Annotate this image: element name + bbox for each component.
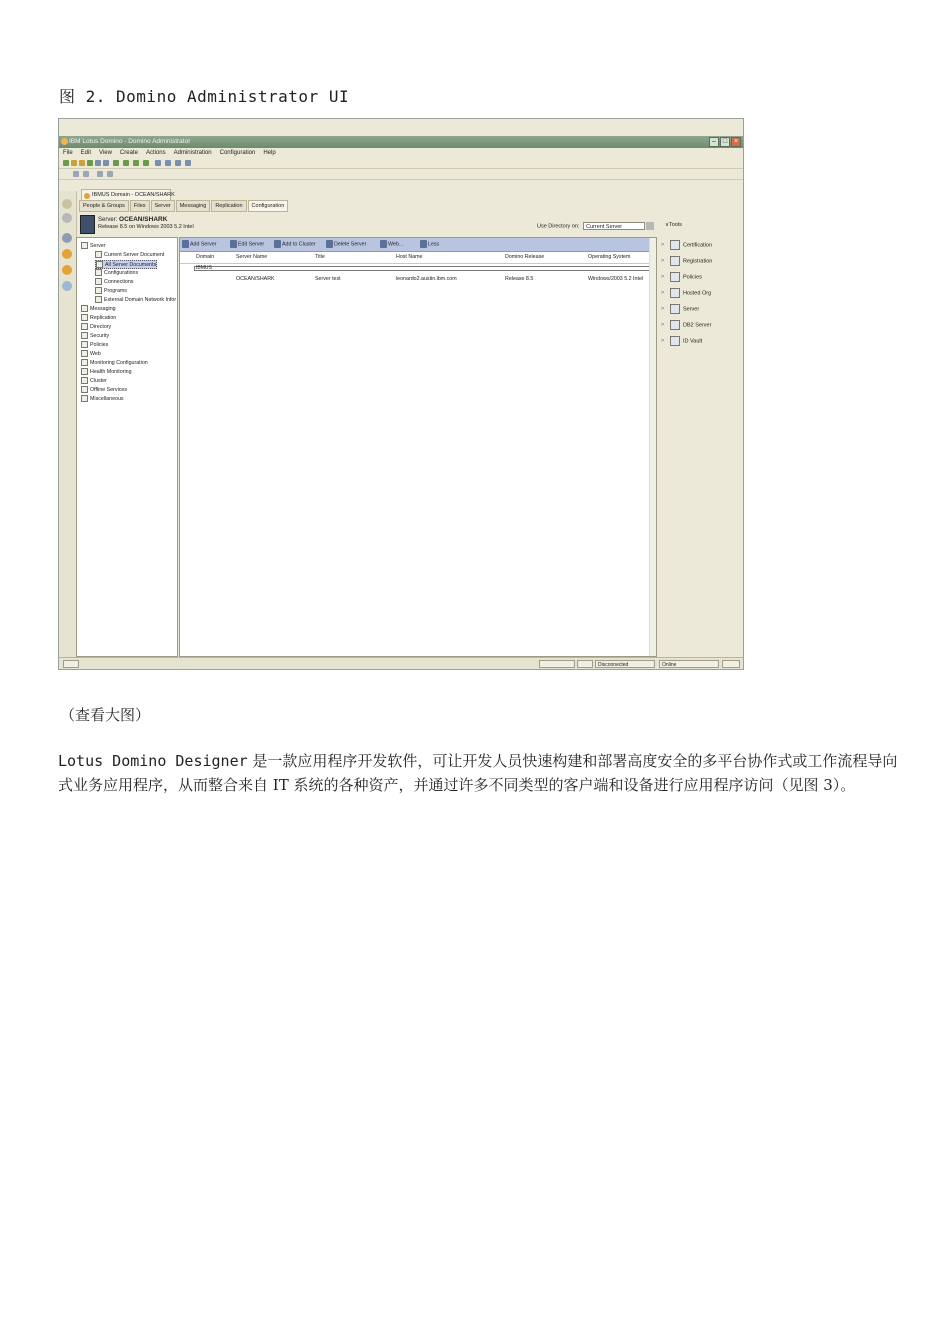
tool-icon[interactable] — [113, 160, 119, 166]
action-icon — [230, 240, 237, 248]
category-label: IBMUS — [196, 265, 212, 271]
action-icon — [326, 240, 333, 248]
chevron-right-icon: > — [661, 242, 665, 249]
tool-icon[interactable] — [133, 160, 139, 166]
bookmark-icon[interactable] — [62, 249, 72, 259]
action-label: Less — [428, 241, 440, 248]
folder-icon — [81, 341, 88, 348]
tools-header[interactable]: ∨Tools — [665, 222, 682, 228]
tool-icon[interactable] — [123, 160, 129, 166]
tree-item-label: External Domain Network Infor — [104, 296, 177, 303]
server-icon — [80, 215, 95, 234]
tool-label: Hosted Org — [683, 290, 712, 297]
bookmark-bar — [59, 191, 77, 661]
chevron-right-icon: > — [661, 258, 665, 265]
tab-people-groups[interactable]: People & Groups — [79, 200, 129, 212]
tree-item[interactable] — [81, 386, 127, 393]
action-bar — [180, 238, 656, 252]
tree-item[interactable] — [81, 242, 106, 249]
action-label: Delete Server — [334, 241, 367, 248]
tool-icon[interactable] — [63, 160, 69, 166]
tree-item[interactable] — [81, 368, 132, 375]
tool-icon — [670, 320, 680, 330]
server-view — [179, 237, 657, 657]
tree-item-label: Configurations — [104, 269, 139, 276]
folder-icon — [81, 305, 88, 312]
tool-label: Registration — [683, 258, 713, 265]
tab-replication[interactable]: Replication — [211, 200, 246, 212]
tab-configuration[interactable]: Configuration — [248, 200, 289, 212]
use-directory-select[interactable]: Current Server — [583, 222, 645, 230]
tool-icon — [670, 240, 680, 250]
action-icon — [274, 240, 281, 248]
domain-tab[interactable]: IBMUS Domain - OCEAN/SHARK — [81, 189, 171, 200]
toolbar-secondary — [59, 169, 743, 180]
document-icon — [95, 251, 102, 258]
menu-edit[interactable]: Edit — [80, 150, 92, 156]
tree-item[interactable] — [95, 296, 176, 303]
status-segment[interactable] — [63, 660, 79, 668]
tree-item-label: Health Monitoring — [90, 368, 132, 375]
folder-icon — [81, 368, 88, 375]
tool-item[interactable] — [661, 240, 712, 250]
folder-icon — [81, 350, 88, 357]
tab-server[interactable]: Server — [151, 200, 175, 212]
tool-item[interactable] — [661, 256, 712, 266]
navigation-tree — [76, 237, 178, 657]
menu-create[interactable]: Create — [119, 150, 138, 156]
tool-label: Server — [683, 306, 700, 313]
close-icon[interactable]: × — [731, 137, 741, 147]
cell-host: leonardo2.austin.ibm.com — [396, 276, 457, 282]
product-name: Lotus Domino Designer — [58, 752, 248, 770]
back-icon[interactable] — [73, 171, 79, 177]
figure-caption: 图 2. Domino Administrator UI — [59, 87, 350, 106]
action-icon — [420, 240, 427, 248]
bookmark-icon[interactable] — [62, 265, 72, 275]
table-row[interactable] — [180, 276, 656, 284]
window-title: IBM Lotus Domino - Domino Administrator — [69, 138, 191, 145]
tool-icon[interactable] — [103, 160, 109, 166]
menu-bar — [59, 148, 743, 158]
toolbar-main — [59, 158, 743, 169]
status-bar — [59, 657, 743, 670]
folder-icon — [81, 377, 88, 384]
lotus-logo-icon — [61, 138, 68, 145]
tree-item-label: Current Server Document — [104, 251, 165, 258]
tool-icon[interactable] — [71, 160, 77, 166]
tool-label: Policies — [683, 274, 702, 281]
tree-item[interactable] — [95, 251, 164, 258]
tool-item[interactable] — [661, 320, 711, 330]
tool-item[interactable] — [661, 288, 711, 298]
cell-title: Server test — [315, 276, 341, 282]
tree-item-label: Policies — [90, 341, 109, 348]
paragraph-text: 是一款应用程序开发软件，可让开发人员快速构建和部署高度安全的多平台协作式或工作流程导向式业务应用程序，从而整合来自 IT 系统的各种资产，并通过许多不同类型的客户端和设备进行应用程序访问（见图 3）。 — [58, 752, 898, 794]
tree-item-label: Offline Services — [90, 386, 127, 393]
document-icon — [95, 296, 102, 303]
tab-messaging[interactable]: Messaging — [176, 200, 211, 212]
tool-item[interactable] — [661, 304, 699, 314]
column-header-0[interactable]: Domain — [196, 254, 215, 260]
tree-item[interactable] — [95, 287, 127, 294]
tool-label: Certification — [683, 242, 713, 249]
bookmark-icon[interactable] — [62, 213, 72, 223]
domain-icon — [84, 193, 90, 199]
menu-file[interactable]: File — [63, 150, 73, 156]
action-label: Add Server — [190, 241, 217, 248]
column-header-1[interactable]: Server Name — [236, 254, 268, 260]
bookmark-icon[interactable] — [62, 199, 72, 209]
menu-help[interactable]: Help — [263, 150, 276, 156]
tree-item-label: Replication — [90, 314, 117, 321]
maximize-icon[interactable]: □ — [720, 137, 730, 147]
tree-item[interactable] — [81, 350, 101, 357]
column-header-2[interactable]: Title — [315, 254, 325, 260]
cell-os: Windows/2003 5.2 Intel — [588, 276, 644, 282]
domino-admin-screenshot — [58, 118, 744, 670]
action-label: Web... — [388, 241, 404, 248]
column-header-5[interactable]: Operating System — [588, 254, 631, 260]
tree-item-label: Monitoring Configuration — [90, 359, 148, 366]
tree-item[interactable] — [81, 395, 124, 402]
tree-item[interactable] — [95, 260, 157, 269]
tab-files[interactable]: Files — [130, 200, 150, 212]
view-large-link[interactable]: （查看大图） — [60, 706, 151, 724]
chevron-right-icon: > — [661, 274, 665, 281]
tree-item[interactable] — [95, 269, 138, 276]
admin-tabs — [79, 200, 288, 212]
tree-item-label: Connections — [104, 278, 134, 285]
tool-label: DB2 Server — [683, 322, 712, 329]
tool-icon[interactable] — [87, 160, 93, 166]
tool-icon[interactable] — [185, 160, 191, 166]
tool-icon[interactable] — [79, 160, 85, 166]
document-icon — [95, 269, 102, 276]
document-icon — [95, 287, 102, 294]
tools-pane — [657, 237, 743, 657]
tool-label: ID Vault — [683, 338, 703, 345]
action-button[interactable] — [182, 240, 217, 248]
home-icon[interactable] — [107, 171, 113, 177]
tool-item[interactable] — [661, 272, 702, 282]
folder-icon — [81, 314, 88, 321]
category-row[interactable] — [194, 266, 656, 271]
status-online[interactable]: Online — [659, 660, 719, 668]
tree-item-label: Security — [90, 332, 110, 339]
menu-configuration[interactable]: Configuration — [219, 150, 256, 156]
server-name: OCEAN/SHARK — [119, 216, 168, 223]
action-button[interactable] — [326, 240, 366, 248]
tree-item[interactable] — [81, 323, 111, 330]
tool-icon — [670, 256, 680, 266]
tree-item-label: Miscellaneous — [90, 395, 124, 402]
tree-item[interactable] — [81, 332, 109, 339]
folder-icon — [81, 242, 88, 249]
tool-item[interactable] — [661, 336, 702, 346]
tree-item-label: All Server Documents — [105, 261, 157, 268]
refresh-icon[interactable] — [97, 171, 103, 177]
tree-item-label: Programs — [104, 287, 127, 294]
menu-view[interactable]: View — [99, 150, 112, 156]
folder-icon — [81, 323, 88, 330]
tool-icon[interactable] — [155, 160, 161, 166]
tree-item-label: Server — [90, 242, 106, 249]
chevron-down-icon[interactable] — [646, 222, 654, 230]
column-header — [180, 254, 656, 264]
tree-item-label: Cluster — [90, 377, 107, 384]
tool-icon[interactable] — [165, 160, 171, 166]
status-segment[interactable] — [722, 660, 740, 668]
forward-icon[interactable] — [83, 171, 89, 177]
action-button[interactable] — [274, 240, 316, 248]
chevron-right-icon: > — [661, 290, 665, 297]
bookmark-icon[interactable] — [62, 233, 72, 243]
action-button[interactable] — [230, 240, 264, 248]
document-icon — [95, 278, 102, 285]
cell-release: Release 8.5 — [505, 276, 534, 282]
tree-item-label: Messaging — [90, 305, 116, 312]
action-label: Edit Server — [238, 241, 265, 248]
folder-icon — [81, 386, 88, 393]
use-directory — [537, 222, 654, 230]
vertical-scrollbar[interactable] — [649, 238, 656, 656]
column-header-4[interactable]: Domino Release — [505, 254, 545, 260]
server-release: Release 8.5 on Windows 2003 5.2 Intel — [98, 224, 194, 230]
tree-item[interactable] — [81, 341, 108, 348]
tool-icon[interactable] — [143, 160, 149, 166]
folder-icon — [81, 332, 88, 339]
chevron-right-icon: > — [661, 306, 665, 313]
menu-actions[interactable]: Actions — [145, 150, 166, 156]
cell-server: OCEAN/SHARK — [236, 276, 275, 282]
action-button[interactable] — [380, 240, 403, 248]
action-icon — [182, 240, 189, 248]
tree-item-label: Web — [90, 350, 101, 357]
action-icon — [380, 240, 387, 248]
tree-item[interactable] — [95, 278, 133, 285]
tree-item[interactable] — [81, 314, 116, 321]
tool-icon — [670, 336, 680, 346]
chevron-right-icon: > — [661, 338, 665, 345]
tool-icon — [670, 288, 680, 298]
tool-icon[interactable] — [175, 160, 181, 166]
folder-icon — [81, 359, 88, 366]
minimize-icon[interactable]: – — [709, 137, 719, 147]
status-disconnected[interactable]: Disconnected — [595, 660, 655, 668]
chevron-right-icon: > — [661, 322, 665, 329]
tree-item[interactable] — [81, 377, 107, 384]
tool-icon — [670, 272, 680, 282]
body-paragraph — [58, 749, 898, 797]
window-titlebar — [59, 136, 743, 148]
tree-item[interactable] — [81, 305, 116, 312]
server-label: Server: — [98, 217, 118, 223]
action-label: Add to Cluster — [282, 241, 316, 248]
column-header-3[interactable]: Host Name — [396, 254, 423, 260]
document-icon — [96, 261, 103, 268]
use-directory-label: Use Directory on: — [537, 223, 580, 230]
status-segment[interactable] — [577, 660, 593, 668]
tool-icon[interactable] — [95, 160, 101, 166]
tool-icon — [670, 304, 680, 314]
tree-item-label: Directory — [90, 323, 112, 330]
menu-administration[interactable]: Administration — [173, 150, 212, 156]
folder-icon — [81, 395, 88, 402]
bookmark-icon[interactable] — [62, 281, 72, 291]
action-button[interactable] — [420, 240, 439, 248]
status-segment[interactable] — [539, 660, 575, 668]
tree-item[interactable] — [81, 359, 148, 366]
